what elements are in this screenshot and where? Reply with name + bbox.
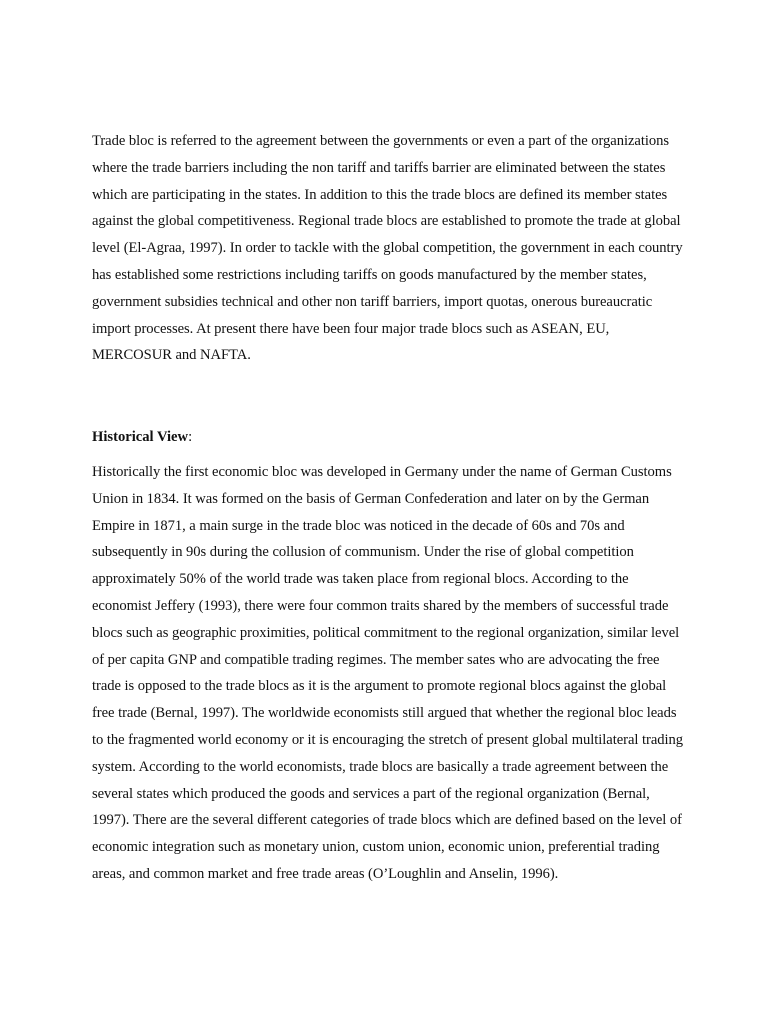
historical-view-heading (92, 424, 392, 451)
intro-paragraph: Trade bloc is referred to the agreement between the governments or even a part of the organizations where the trade barriers including the non tariff and tariffs barrier are eliminated between the states which are participating in the states. In addition to this the trade blocs are defined its member states against the global competitiveness. Regional trade blocs are established to promote the trade at global level (El-Agraa, 1997). In order to tackle with the global competition, the government in each country has established some restrictions including tariffs on goods manufactured by the member states, government subsidies technical and other non tariff barriers, import quotas, onerous bureaucratic import processes. At present there have been four major trade blocs such as ASEAN, EU, MERCOSUR and NAFTA. (92, 133, 683, 364)
intro-section (92, 128, 688, 369)
historical-view-section (92, 459, 688, 888)
historical-view-paragraph: Historically the first economic bloc was developed in Germany under the name of German Customs Union in 1834. It was formed on the basis of German Confederation and later on by the German Empire in 1871, a main surge in the trade bloc was noticed in the decade of 60s and 70s and subsequently in 90s during the collusion of communism. Under the rise of global competition approximately 50% of the world trade was taken place from regional blocs. According to the economist Jeffery (1993), there were four common traits shared by the members of successful trade blocs such as geographic proximities, political commitment to the regional organization, similar level of per capita GNP and compatible trading regimes. The member sates who are advocating the free trade is opposed to the trade blocs as it is the argument to promote regional blocs against the global free trade (Bernal, 1997). The worldwide economists still argued that whether the regional bloc leads to the fragmented world economy or it is encouraging the stretch of present global multilateral trading system. According to the world economists, trade blocs are basically a trade agreement between the several states which produced the goods and services a part of the regional organization (Bernal, 1997). There are the several different categories of trade blocs which are defined based on the level of economic integration such as monetary union, custom union, economic union, preferential trading areas, and common market and free trade areas (O’Loughlin and Anselin, 1996). (92, 464, 683, 882)
heading-text: Historical View (92, 429, 189, 445)
heading-colon: : (188, 429, 193, 445)
